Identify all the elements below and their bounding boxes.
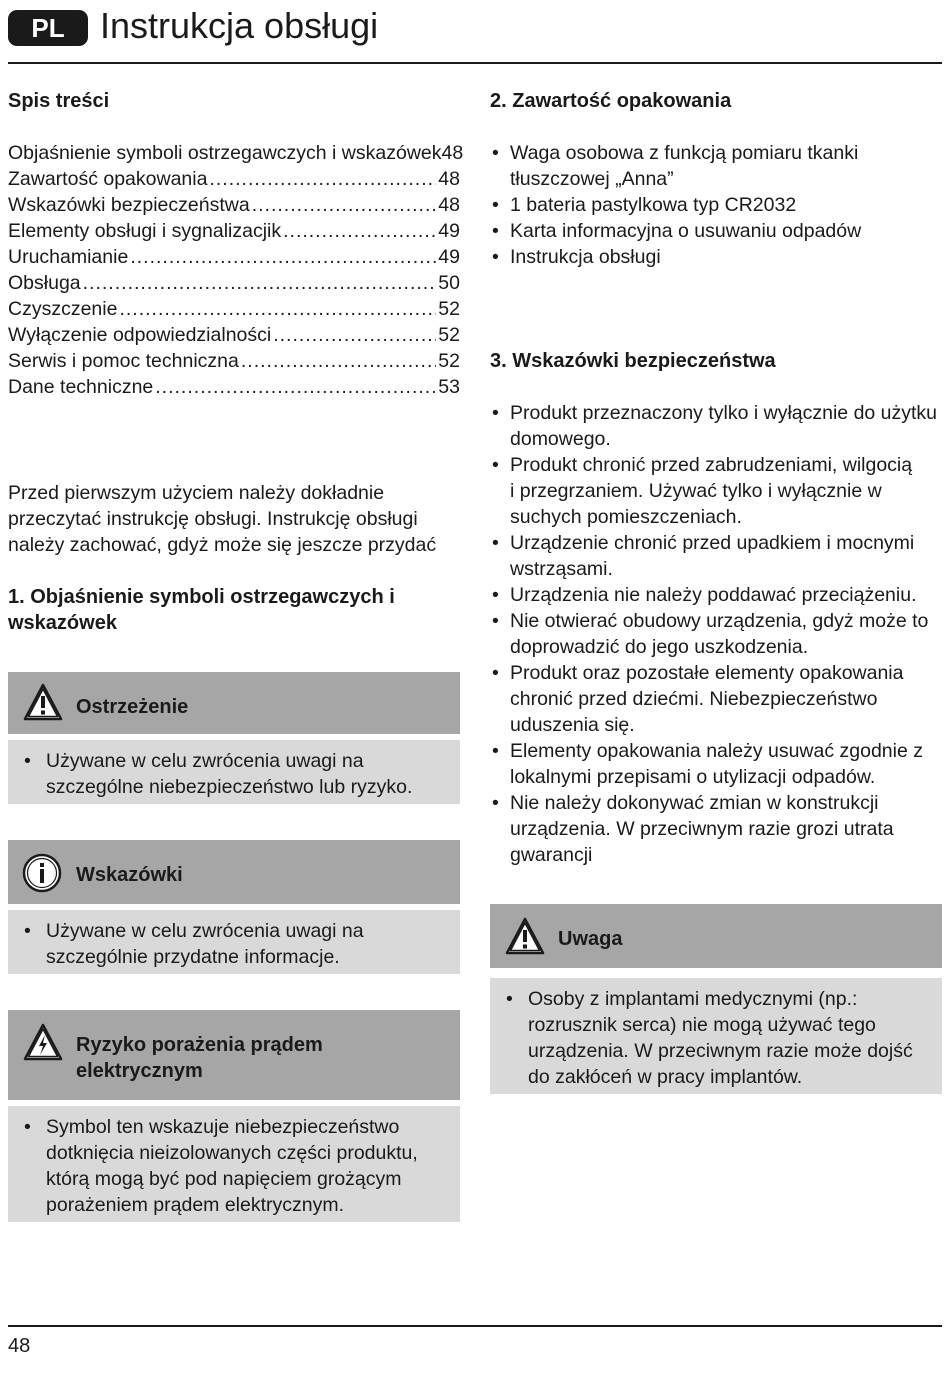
section1-heading-line: 1. Objaśnienie symboli ostrzegawczych i [8, 586, 395, 608]
list-item: • Waga osobowa z funkcją pomiaru tkanki tłuszczowej „Anna” [490, 140, 942, 192]
toc-item-page: 53 [438, 376, 460, 398]
page-number: 48 [8, 1335, 31, 1357]
table-of-contents [8, 140, 464, 400]
toc-item[interactable] [8, 218, 460, 244]
list-item: • Karta informacyjna o usuwaniu odpadów [490, 218, 942, 244]
section1-heading-line: wskazówek [8, 612, 117, 634]
electric-shock-box-body [8, 1106, 460, 1222]
list-item: • Produkt oraz pozostałe elementy opakowania chronić przed dziećmi. Niebezpieczeństwo uduszenia się. [490, 660, 942, 738]
toc-item[interactable] [8, 244, 460, 270]
warning-triangle-icon [504, 916, 546, 956]
list-item: • Symbol ten wskazuje niebezpieczeństwo dotknięcia nieizolowanych części produktu, którą mogą być pod napięciem grożącym porażeniem prądem elektrycznym. [8, 1114, 460, 1218]
toc-item[interactable] [8, 296, 460, 322]
list-item: • Urządzenia nie należy poddawać przeciążeniu. [490, 582, 942, 608]
language-badge: PL [8, 10, 88, 46]
list-item: • Urządzenie chronić przed upadkiem i mocnymi wstrząsami. [490, 530, 942, 582]
toc-item[interactable] [8, 322, 460, 348]
intro-line: należy zachować, gdyż może się jeszcze przydać [8, 534, 437, 556]
list-item: • Produkt chronić przed zabrudzeniami, wilgocią i przegrzaniem. Używać tylko i wyłącznie w suchych pomieszczeniach. [490, 452, 942, 530]
list-item: • Używane w celu zwrócenia uwagi na szczególnie przydatne informacje. [8, 918, 460, 970]
caution-box [490, 904, 942, 1094]
electric-shock-icon [22, 1022, 64, 1062]
list-item: • Elementy opakowania należy usuwać zgodnie z lokalnymi przepisami o utylizacji odpadów. [490, 738, 942, 790]
left-column [8, 88, 464, 1222]
info-circle-icon [22, 853, 62, 893]
header-rule [8, 62, 942, 64]
toc-item-page: 52 [438, 324, 460, 346]
toc-item-label: Wyłączenie odpowiedzialności [8, 324, 272, 346]
toc-item[interactable] [8, 166, 460, 192]
safety-list [490, 400, 942, 868]
section3-heading: 3. Wskazówki bezpieczeństwa [490, 350, 776, 372]
toc-heading: Spis treści [8, 90, 110, 112]
list-item: • Używane w celu zwrócenia uwagi na szczególne niebezpieczeństwo lub ryzyko. [8, 748, 460, 800]
toc-item-page: 52 [438, 350, 460, 372]
list-item: • Osoby z implantami medycznymi (np.: rozrusznik serca) nie mogą używać tego urządzenia. W przeciwnym razie może dojść do zakłóceń w pracy implantów. [490, 986, 942, 1090]
toc-leader [241, 348, 436, 374]
toc-leader [130, 244, 436, 270]
hint-box [8, 840, 460, 974]
toc-item-page: 49 [438, 220, 460, 242]
toc-item-page: 52 [438, 298, 460, 320]
package-contents-list [490, 140, 942, 270]
list-item: • Nie otwierać obudowy urządzenia, gdyż może to doprowadzić do jego uszkodzenia. [490, 608, 942, 660]
toc-item-label: Elementy obsługi i sygnalizacjik [8, 220, 282, 242]
document-title: Instrukcja obsługi [100, 5, 379, 46]
toc-item[interactable] [8, 348, 460, 374]
warning-box [8, 672, 460, 804]
caution-box-header [490, 904, 942, 968]
electric-shock-box-title: Ryzyko porażenia prądem elektrycznym [76, 1034, 323, 1082]
intro-line: Przed pierwszym użyciem należy dokładnie [8, 482, 385, 504]
toc-leader [283, 218, 436, 244]
electric-shock-box-header [8, 1010, 460, 1100]
list-item: • Nie należy dokonywać zmian w konstrukcji urządzenia. W przeciwnym razie grozi utrata gwarancji [490, 790, 942, 868]
caution-box-body [490, 978, 942, 1094]
hint-box-title: Wskazówki [76, 864, 183, 886]
toc-item-label: Dane techniczne [8, 376, 154, 398]
warning-box-header [8, 672, 460, 734]
toc-item-label: Czyszczenie [8, 298, 118, 320]
warning-box-title: Ostrzeżenie [76, 696, 189, 718]
section1-heading [8, 584, 460, 636]
toc-item-page: 50 [438, 272, 460, 294]
intro-paragraph [8, 480, 460, 558]
toc-item[interactable] [8, 192, 460, 218]
toc-item-label: Objaśnienie symboli ostrzegawczych i wskazówek [8, 142, 442, 164]
warning-triangle-icon [22, 682, 64, 722]
list-item: • 1 bateria pastylkowa typ CR2032 [490, 192, 942, 218]
toc-leader [273, 322, 436, 348]
toc-item-label: Obsługa [8, 272, 81, 294]
list-item: • Produkt przeznaczony tylko i wyłącznie do użytku domowego. [490, 400, 942, 452]
footer-rule [8, 1325, 942, 1327]
toc-leader [155, 374, 436, 400]
toc-item-label: Serwis i pomoc techniczna [8, 350, 239, 372]
toc-leader [209, 166, 436, 192]
toc-item[interactable] [8, 374, 460, 400]
toc-item[interactable] [8, 140, 464, 166]
page-header [8, 4, 942, 64]
right-column [490, 88, 942, 1094]
toc-item-page: 48 [438, 168, 460, 190]
toc-leader [119, 296, 436, 322]
intro-line: przeczytać instrukcję obsługi. Instrukcję obsługi [8, 508, 418, 530]
toc-leader [252, 192, 437, 218]
list-item: • Instrukcja obsługi [490, 244, 942, 270]
caution-box-title: Uwaga [558, 928, 623, 950]
warning-box-body [8, 740, 460, 804]
hint-box-header [8, 840, 460, 904]
toc-item[interactable] [8, 270, 460, 296]
section2-heading: 2. Zawartość opakowania [490, 90, 732, 112]
toc-item-label: Wskazówki bezpieczeństwa [8, 194, 250, 216]
toc-item-page: 48 [441, 142, 464, 164]
toc-item-label: Uruchamianie [8, 246, 129, 268]
toc-item-page: 48 [438, 194, 460, 216]
toc-item-page: 49 [438, 246, 460, 268]
toc-leader [83, 270, 437, 296]
toc-item-label: Zawartość opakowania [8, 168, 208, 190]
hint-box-body [8, 910, 460, 974]
electric-shock-box [8, 1010, 460, 1222]
